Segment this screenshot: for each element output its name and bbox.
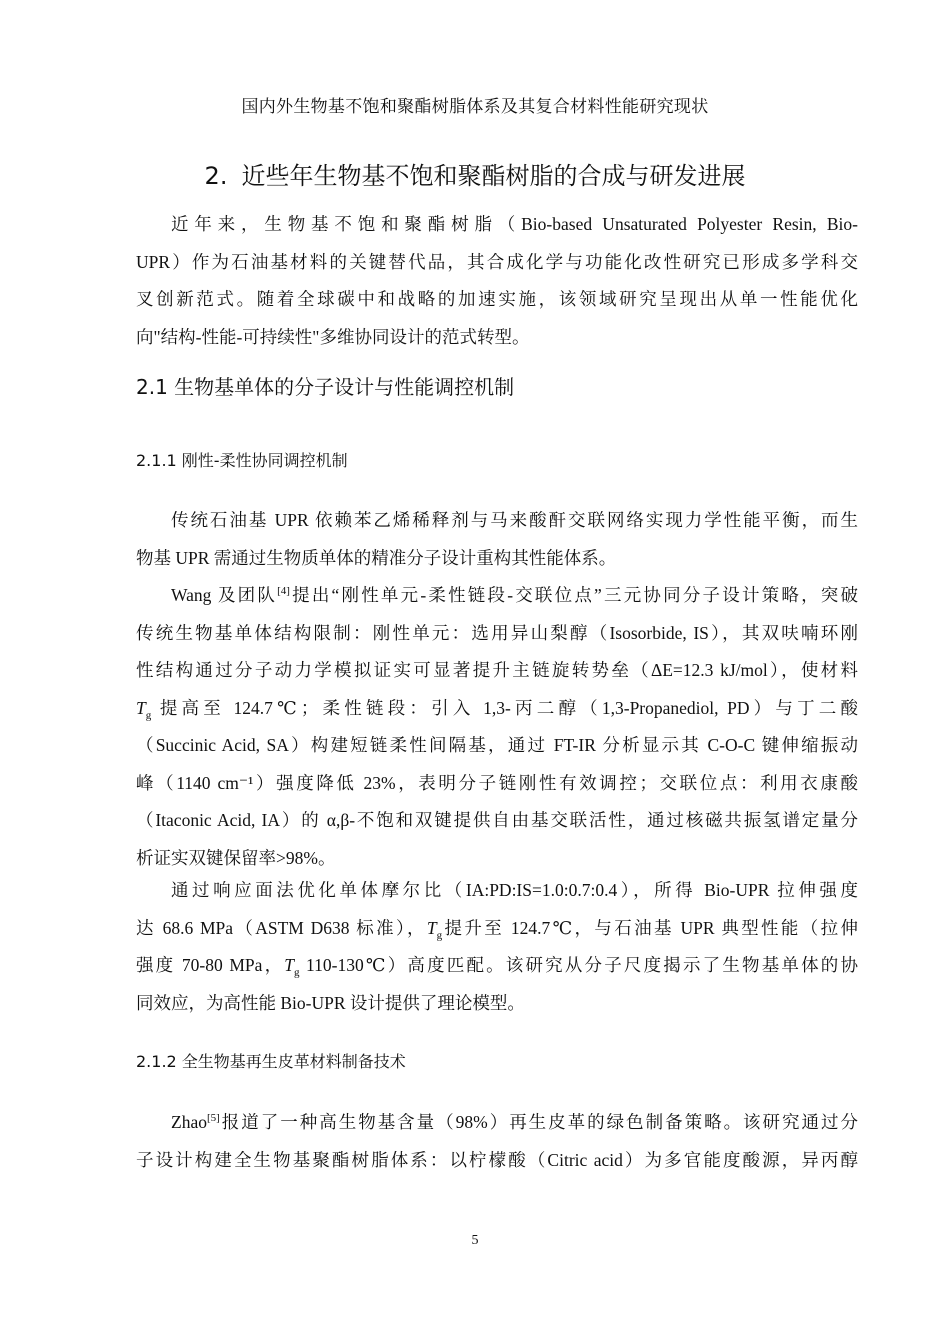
text-run: 强度 70-80 MPa， bbox=[136, 955, 285, 975]
tg-symbol: T bbox=[136, 697, 146, 718]
text-run: 110-130℃）高度匹配。该研究从分子尺度揭示了生物基单体的协 bbox=[299, 955, 858, 975]
text-line: UPR）作为石油基材料的关键替代品，其合成化学与功能化改性研究已形成多学科交 bbox=[136, 251, 858, 272]
section-2-heading bbox=[0, 156, 950, 191]
tg-subscript: g bbox=[145, 709, 152, 721]
page-number: 5 bbox=[471, 1233, 479, 1248]
section-2-number: 2. bbox=[204, 162, 228, 190]
text-run: Zhao bbox=[171, 1112, 207, 1132]
text-line bbox=[136, 577, 858, 615]
text-line: 通过响应面法优化单体摩尔比（IA:PD:IS=1.0:0.7:0.4），所得 Bio-UPR 拉伸强度 bbox=[171, 880, 858, 900]
citation-ref: [4] bbox=[277, 585, 290, 598]
text-line: 性结构通过分子动力学模拟证实可显著提升主链旋转势垒（ΔE=12.3 kJ/mol），使材料 bbox=[136, 660, 858, 680]
text-line: 物基 UPR 需通过生物质单体的精准分子设计重构其性能体系。 bbox=[136, 547, 617, 568]
section-2-title: 近些年生物基不饱和聚酯树脂的合成与研发进展 bbox=[241, 162, 746, 190]
text-run: 提出“刚性单元-柔性链段-交联位点”三元协同分子设计策略，突破 bbox=[289, 585, 858, 605]
text-line: （Succinic Acid, SA）构建短链柔性间隔基，通过 FT-IR 分析显示其 C-O-C 键伸缩振动 bbox=[136, 735, 858, 755]
section-2-intro-paragraph bbox=[136, 206, 858, 356]
running-header: 国内外生物基不饱和聚酯树脂体系及其复合材料性能研究现状 bbox=[241, 97, 709, 116]
text-line: 向"结构-性能-可持续性"多维协同设计的范式转型。 bbox=[136, 326, 530, 347]
tg-subscript: g bbox=[436, 929, 443, 941]
text-line bbox=[136, 910, 858, 948]
citation-ref: [5] bbox=[206, 1112, 220, 1125]
text-line bbox=[136, 690, 858, 728]
tg-symbol: T bbox=[284, 955, 294, 975]
text-line: 传统石油基 UPR 依赖苯乙烯稀释剂与马来酸酐交联网络实现力学性能平衡，而生 bbox=[171, 510, 858, 530]
section-2-1-1-paragraph-3 bbox=[136, 872, 858, 1022]
text-line: 子设计构建全生物基聚酯树脂体系：以柠檬酸（Citric acid）为多官能度酸源，异丙醇 bbox=[136, 1149, 858, 1170]
text-line: 同效应，为高性能 Bio-UPR 设计提供了理论模型。 bbox=[136, 992, 525, 1013]
text-line: 峰（1140 cm⁻¹）强度降低 23%，表明分子链刚性有效调控；交联位点：利用衣康酸 bbox=[136, 772, 858, 793]
section-2-1-2-heading: 2.1.2 全生物基再生皮革材料制备技术 bbox=[136, 1052, 406, 1071]
text-line: （Itaconic Acid, IA）的 α,β-不饱和双键提供自由基交联活性，通过核磁共振氢谱定量分 bbox=[136, 810, 858, 830]
tg-symbol: T bbox=[426, 917, 437, 938]
section-2-1-2-paragraph-1 bbox=[136, 1104, 858, 1179]
text-run: 报道了一种高生物基含量（98%）再生皮革的绿色制备策略。该研究通过分 bbox=[219, 1112, 858, 1132]
text-line: 传统生物基单体结构限制：刚性单元：选用异山梨醇（Isosorbide, IS），其双呋喃环刚 bbox=[136, 622, 858, 643]
text-line bbox=[136, 947, 858, 985]
text-line: 近年来，生物基不饱和聚酯树脂（Bio-based Unsaturated Polyester Resin, Bio- bbox=[171, 214, 858, 234]
text-run: 提升至 124.7℃，与石油基 UPR 典型性能（拉伸 bbox=[442, 917, 858, 938]
section-2-1-1-heading: 2.1.1 刚性-柔性协同调控机制 bbox=[136, 451, 348, 470]
text-run: 达 68.6 MPa（ASTM D638 标准）， bbox=[136, 917, 427, 938]
tg-subscript: g bbox=[294, 966, 300, 979]
text-line bbox=[136, 1104, 858, 1142]
section-2-1-1-paragraph-2 bbox=[136, 577, 858, 877]
text-run: 提高至 124.7℃；柔性链段：引入 1,3-丙二醇（1,3-Propanediol, PD）与丁二酸 bbox=[151, 697, 858, 718]
section-2-1-1-paragraph-1 bbox=[136, 502, 858, 577]
text-line: 析证实双键保留率>98%。 bbox=[136, 847, 336, 868]
text-line: 叉创新范式。随着全球碳中和战略的加速实施，该领域研究呈现出从单一性能优化 bbox=[136, 289, 858, 309]
text-run: Wang 及团队 bbox=[171, 585, 278, 605]
section-2-1-heading: 2.1 生物基单体的分子设计与性能调控机制 bbox=[136, 375, 515, 399]
